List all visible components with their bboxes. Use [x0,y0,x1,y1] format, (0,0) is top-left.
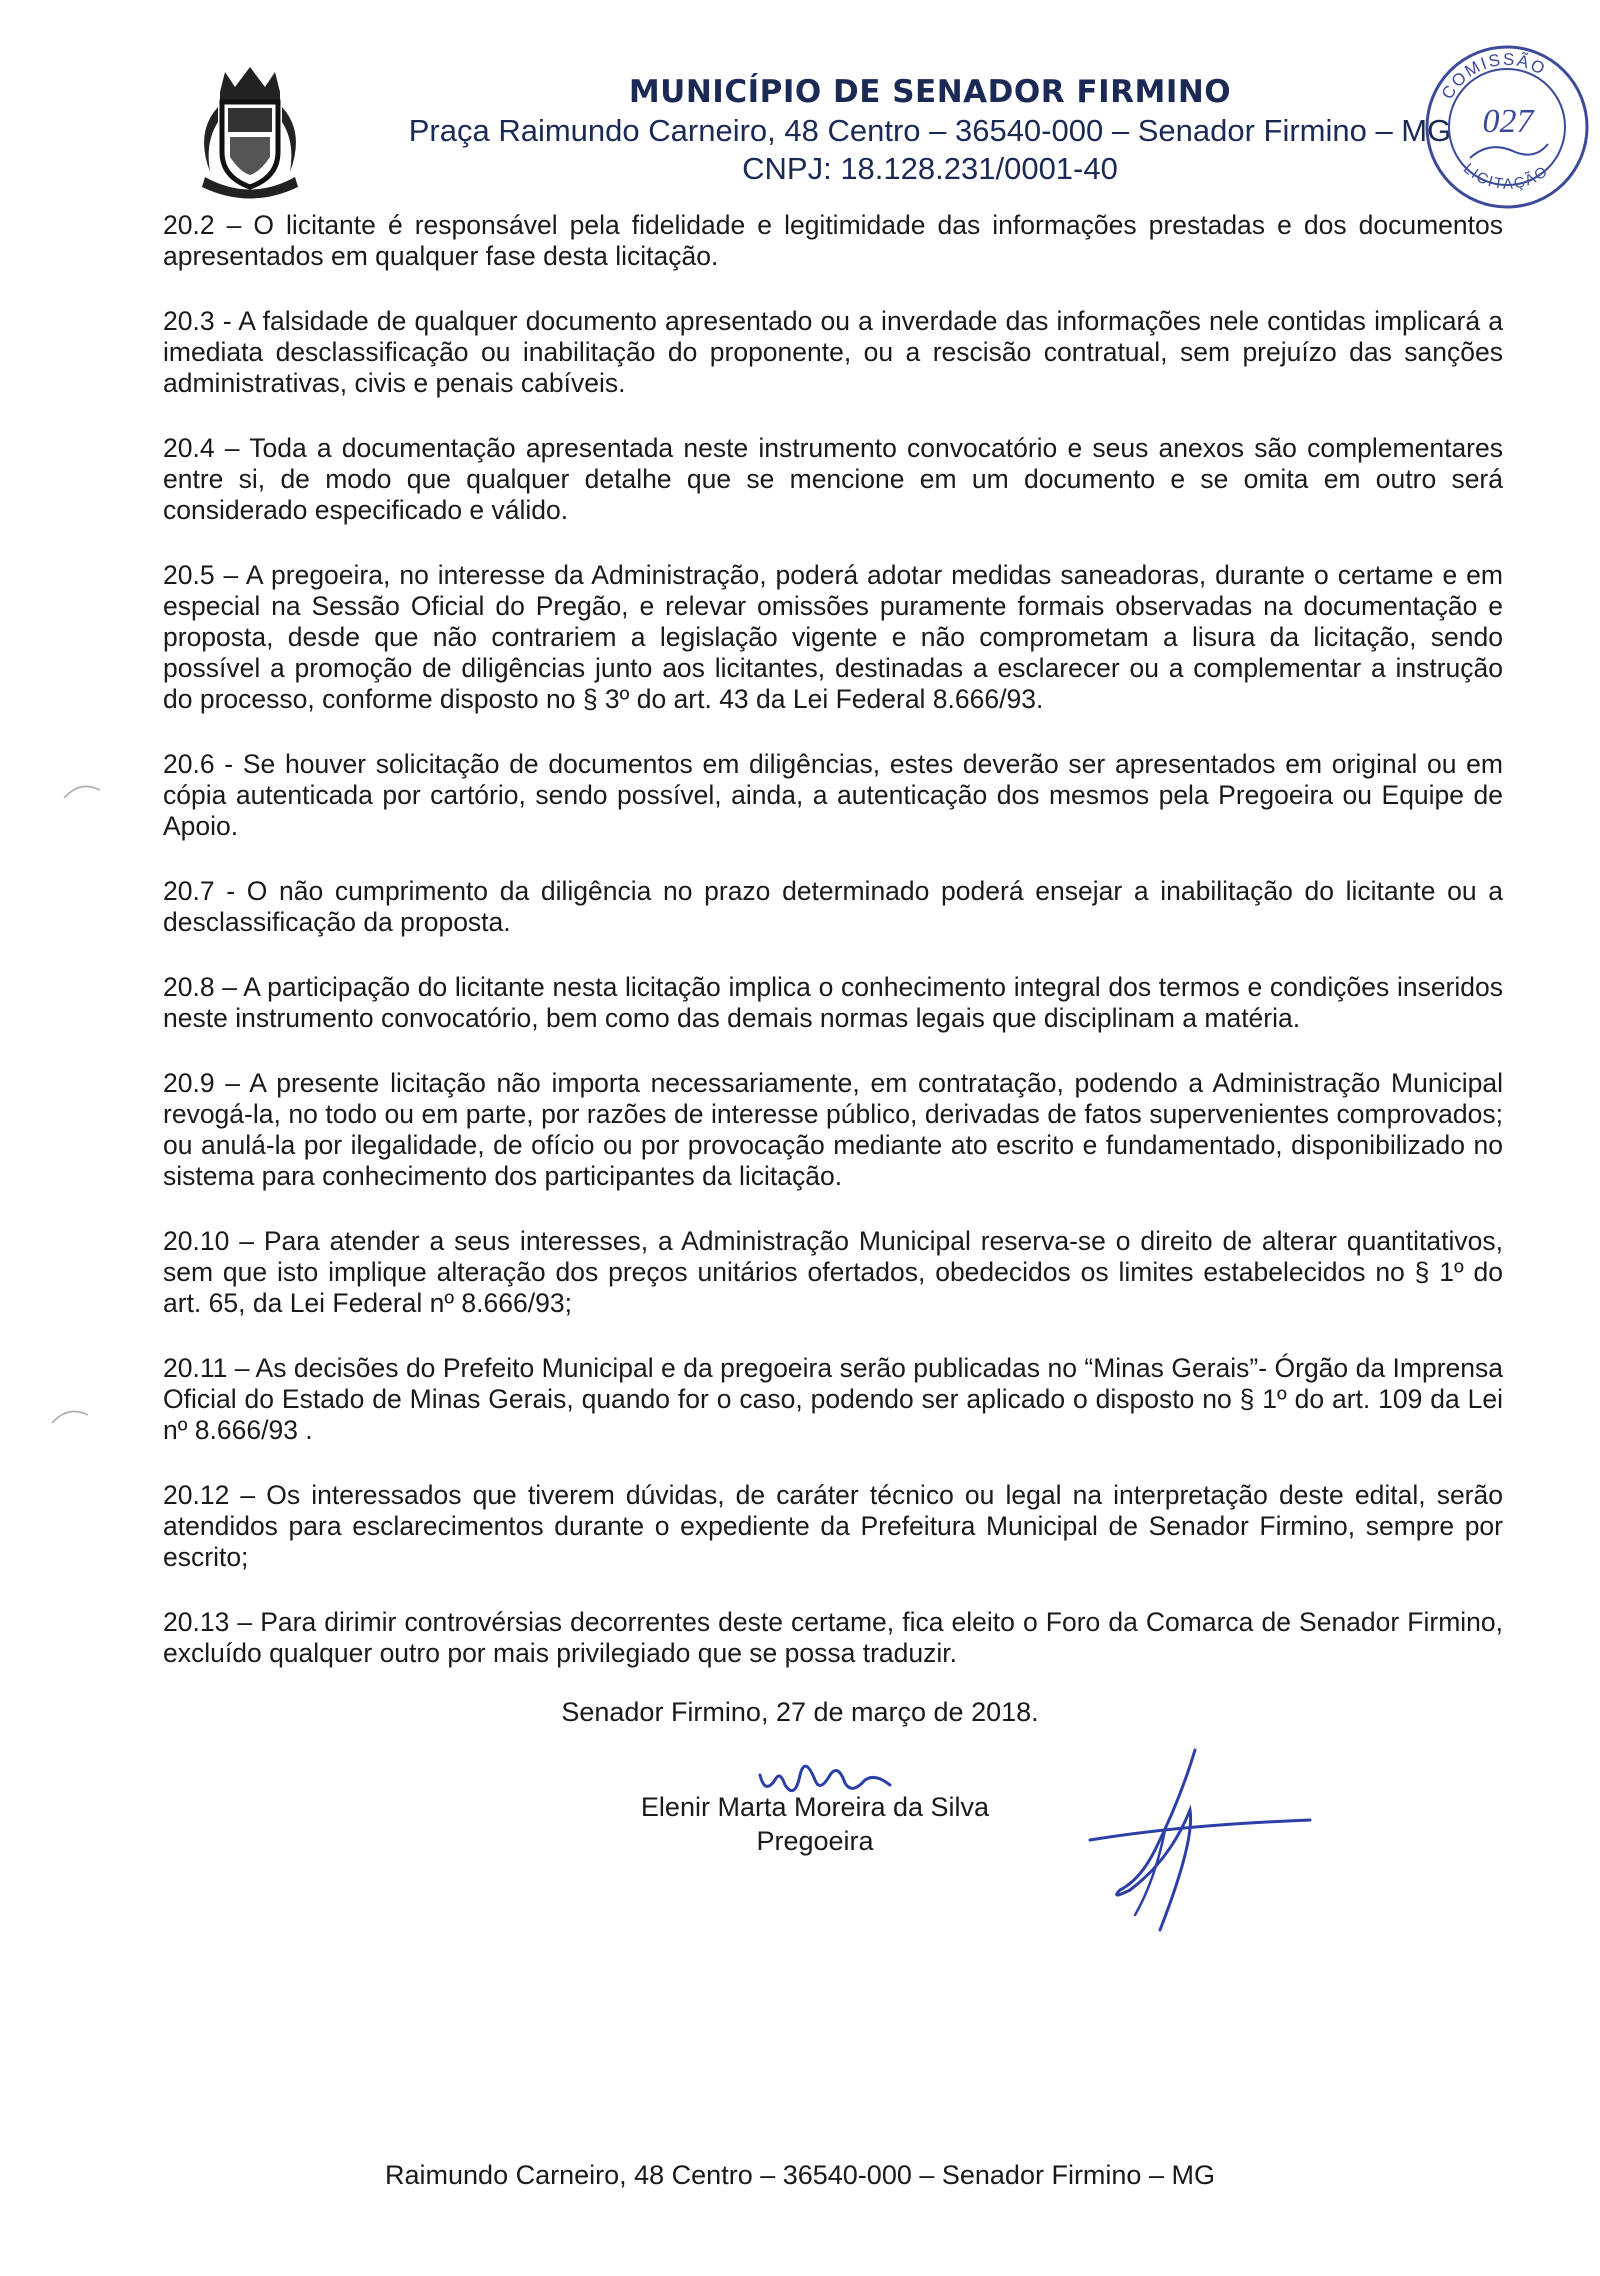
clause-20-3: 20.3 - A falsidade de qualquer documento apresentado ou a inverdade das informações nele contidas implicará a imediata desclassificação ou inabilitação do proponente, ou a rescisão contratual, sem prejuízo das sanções administrativas, civis e penais cabíveis. [163,306,1503,398]
clause-20-7: 20.7 - O não cumprimento da diligência no prazo determinado poderá ensejar a inabilitação do licitante ou a desclassificação da proposta. [163,876,1503,937]
clause-20-11: 20.11 – As decisões do Prefeito Municipal e da pregoeira serão publicadas no “Minas Gerais”- Órgão da Imprensa Oficial do Estado de Minas Gerais, quando for o caso, podendo ser aplicado o disposto no § 1º do art. 109 da Lei nº 8.666/93 . [163,1353,1503,1445]
stamp-top-text: COMISSÃO [1437,49,1550,103]
svg-text:LICITAÇÃO [1460,160,1552,193]
clause-20-5: 20.5 – A pregoeira, no interesse da Administração, poderá adotar medidas saneadoras, durante o certame e em especial na Sessão Oficial do Pregão, e relevar omissões puramente formais observadas na documentação e proposta, desde que não contrariem a legislação vigente e não comprometam a lisura da licitação, sendo possível a promoção de diligências junto aos licitantes, destinadas a esclarecer ou a complementar a instrução do processo, conforme disposto no § 3º do art. 43 da Lei Federal 8.666/93. [163,560,1503,714]
date-line: Senador Firmino, 27 de março de 2018. [561,1697,1039,1727]
clause-20-13: 20.13 – Para dirimir controvérsias decorrentes deste certame, fica eleito o Foro da Comarca de Senador Firmino, excluído qualquer outro por mais privilegiado que se possa traduzir. [163,1607,1503,1668]
margin-mark [50,1405,90,1425]
margin-mark [62,780,102,800]
letterhead [0,0,1600,210]
coat-of-arms-icon [180,62,320,202]
municipality-address: Praça Raimundo Carneiro, 48 Centro – 36540-000 – Senador Firmino – MG [408,113,1452,148]
municipality-name: MUNICÍPIO DE SENADOR FIRMINO [628,74,1232,110]
signer-role: Pregoeira [756,1826,874,1856]
clause-20-9: 20.9 – A presente licitação não importa necessariamente, em contratação, podendo a Administração Municipal revogá-la, no todo ou em parte, por razões de interesse público, derivadas de fatos supervenientes comprovados; ou anulá-la por ilegalidade, de ofício ou por provocação mediante ato escrito e fundamentado, disponibilizado no sistema para conhecimento dos participantes da licitação. [163,1068,1503,1191]
clause-20-8: 20.8 – A participação do licitante nesta licitação implica o conhecimento integral dos termos e condições inseridos neste instrumento convocatório, bem como das demais normas legais que disciplinam a matéria. [163,972,1503,1033]
municipality-cnpj: CNPJ: 18.128.231/0001-40 [742,151,1118,186]
clause-20-12: 20.12 – Os interessados que tiverem dúvidas, de caráter técnico ou legal na interpretação deste edital, serão atendidos para esclarecimentos durante o expediente da Prefeitura Municipal de Senador Firmino, sempre por escrito; [163,1480,1503,1572]
clause-20-6: 20.6 - Se houver solicitação de documentos em diligências, estes deverão ser apresentados em original ou em cópia autenticada por cartório, sendo possível, ainda, a autenticação dos mesmos pela Pregoeira ou Equipe de Apoio. [163,749,1503,841]
signer-name: Elenir Marta Moreira da Silva [640,1792,990,1822]
clause-20-4: 20.4 – Toda a documentação apresentada neste instrumento convocatório e seus anexos são complementares entre si, de modo que qualquer detalhe que se mencione em um documento e se omita em outro será considerado especificado e válido. [163,433,1503,525]
clause-20-2: 20.2 – O licitante é responsável pela fidelidade e legitimidade das informações prestadas e dos documentos apresentados em qualquer fase desta licitação. [163,210,1503,271]
signature-block [540,1790,1090,1858]
footer-address: Raimundo Carneiro, 48 Centro – 36540-000 – Senador Firmino – MG [385,2160,1215,2190]
clause-20-10: 20.10 – Para atender a seus interesses, a Administração Municipal reserva-se o direito de alterar quantitativos, sem que isto implique alteração dos preços unitários ofertados, obedecidos os limites estabelecidos no § 1º do art. 65, da Lei Federal nº 8.666/93; [163,1226,1503,1318]
stamp-number: 027 [1482,103,1534,140]
commission-stamp [1420,40,1595,215]
rubric-signature [1060,1740,1320,1940]
stamp-bottom-text: LICITAÇÃO [1459,160,1553,193]
document-body [163,210,1503,1703]
